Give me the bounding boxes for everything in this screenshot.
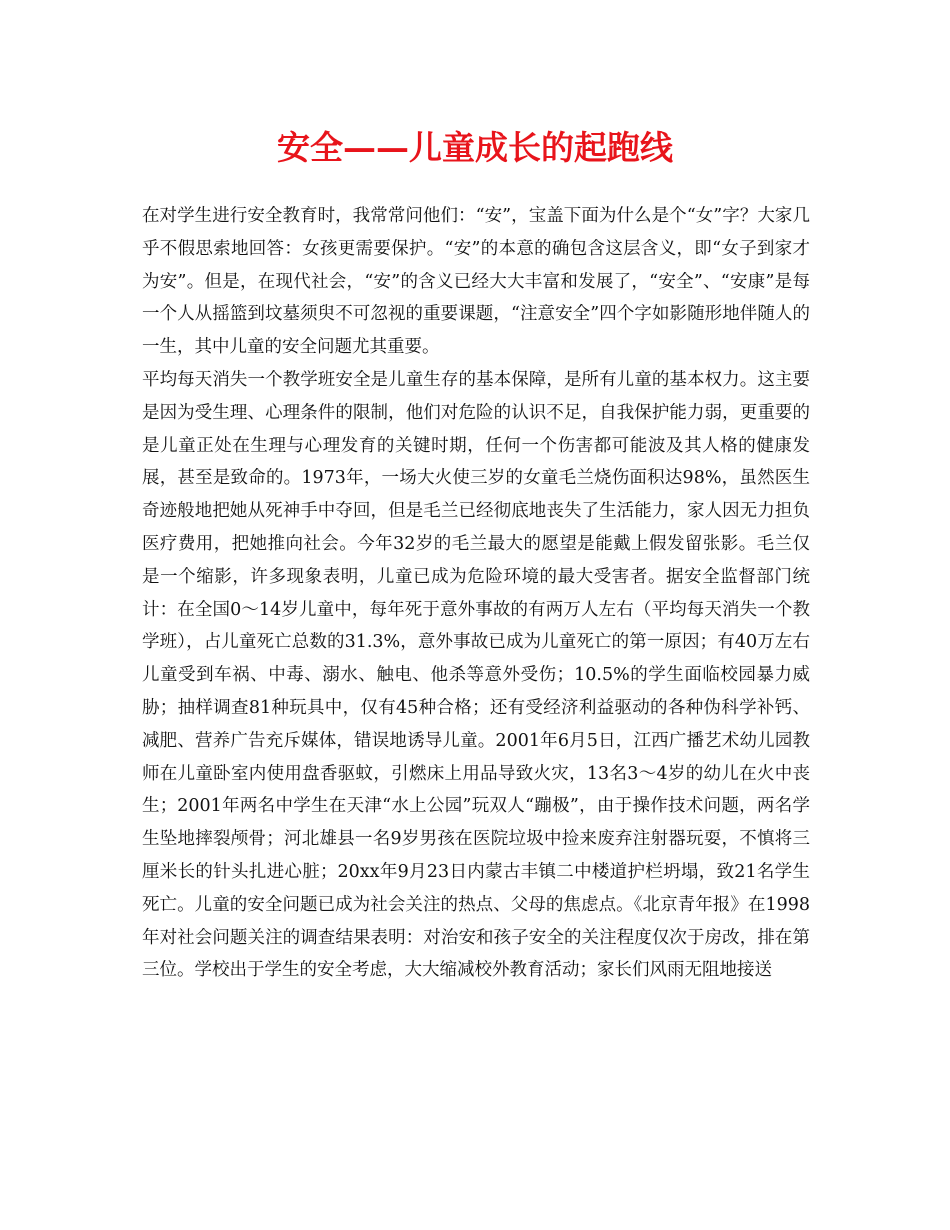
paragraph: 在对学生进行安全教育时，我常常问他们：“安”，宝盖下面为什么是个“女”字？大家几乎不假思索地回答：女孩更需要保护。“安”的本意的确包含这层含义，即“女子到家才为安”。但是，在现代社会，“安”的含义已经大大丰富和发展了，“安全”、“安康”是每一个人从摇篮到坟墓须臾不可忽视的重要课题，“注意安全”四个字如影随形地伴随人的一生，其中儿童的安全问题尤其重要。	[142, 206, 810, 358]
document-title: 安全——儿童成长的起跑线	[277, 128, 673, 167]
paragraph: 平均每天消失一个教学班安全是儿童生存的基本保障，是所有儿童的基本权力。这主要是因为受生理、心理条件的限制，他们对危险的认识不足，自我保护能力弱，更重要的是儿童正处在生理与心理发育的关键时期，任何一个伤害都可能波及其人格的健康发展，甚至是致命的。1973年，一场大火使三岁的女童毛兰烧伤面积达98%，虽然医生奇迹般地把她从死神手中夺回，但是毛兰已经彻底地丧失了生活能力，家人因无力担负医疗费用，把她推向社会。今年32岁的毛兰最大的愿望是能戴上假发留张影。毛兰仅是一个缩影，许多现象表明，儿童已成为危险环境的最大受害者。据安全监督部门统计：在全国0～14岁儿童中，每年死于意外事故的有两万人左右（平均每天消失一个教学班），占儿童死亡总数的31.3%，意外事故已成为儿童死亡的第一原因；有40万左右儿童受到车祸、中毒、溺水、触电、他杀等意外受伤；10.5%的学生面临校园暴力威胁；抽样调查81种玩具中，仅有45种合格；还有受经济利益驱动的各种伪科学补钙、减肥、营养广告充斥媒体，错误地诱导儿童。2001年6月5日，江西广播艺术幼儿园教师在儿童卧室内使用盘香驱蚊，引燃床上用品导致火灾，13名3～4岁的幼儿在火中丧生；2001年两名中学生在天津“水上公园”玩双人“蹦极”，由于操作技术问题，两名学生坠地摔裂颅骨；河北雄县一名9岁男孩在医院垃圾中捡来废弃注射器玩耍，不慎将三厘米长的针头扎进心脏；20xx年9月23日内蒙古丰镇二中楼道护栏坍塌，致21名学生死亡。儿童的安全问题已成为社会关注的热点、父母的焦虑点。《北京青年报》在1998年对社会问题关注的调查结果表明：对治安和孩子安全的关注程度仅次于房改，排在第三位。学校出于学生的安全考虑，大大缩减校外教育活动；家长们风雨无阻地接送	[142, 369, 810, 981]
document-body	[142, 200, 810, 987]
